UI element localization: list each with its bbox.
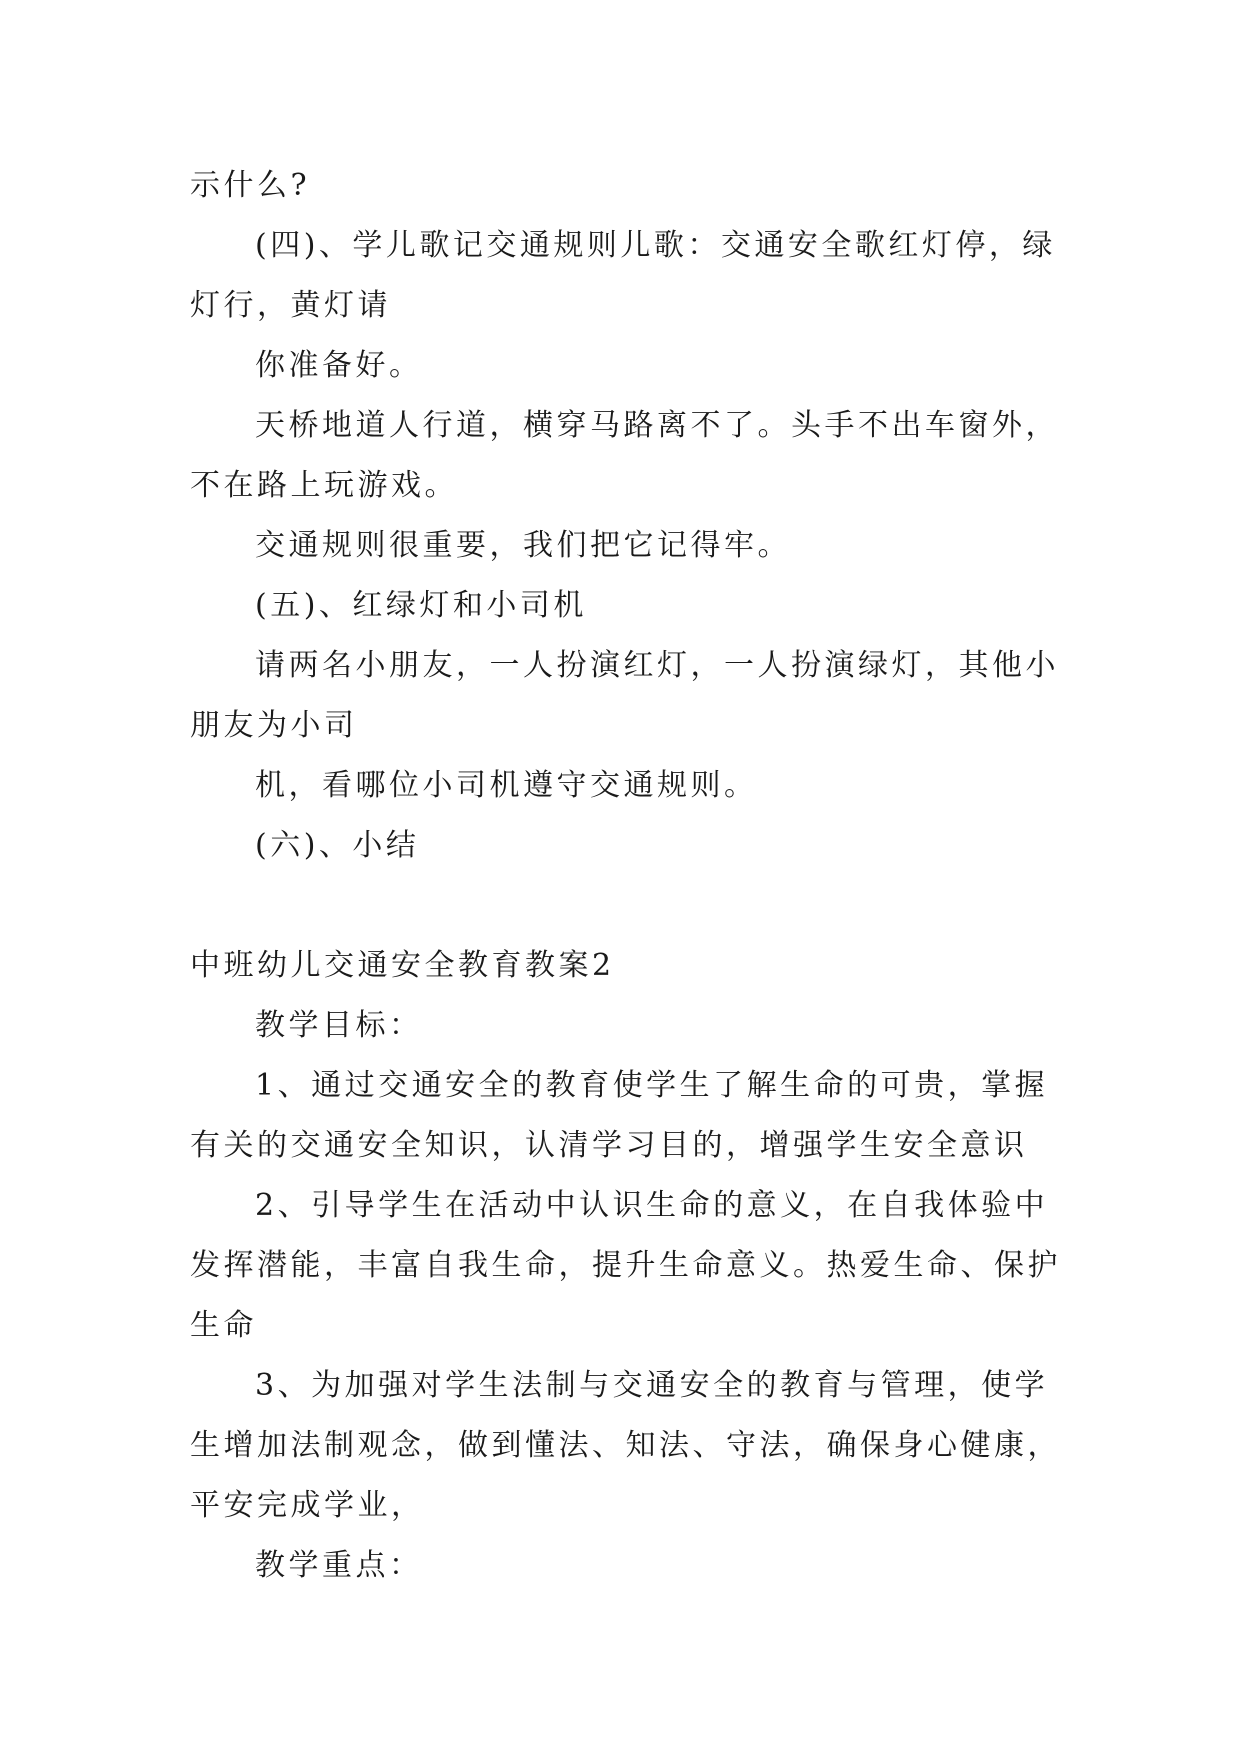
text-line: 生增加法制观念，做到懂法、知法、守法，确保身心健康， — [190, 1428, 1061, 1463]
text-line: 你准备好。 — [255, 348, 423, 383]
text-line: 3、为加强对学生法制与交通安全的教育与管理，使学 — [255, 1368, 1049, 1403]
text-line: 平安完成学业， — [190, 1488, 425, 1523]
section-heading: (四)、学儿歌记交通规则儿歌：交通安全歌红灯停，绿 — [255, 228, 1056, 263]
text-line: 不在路上玩游戏。 — [190, 468, 458, 503]
text-line: 1、通过交通安全的教育使学生了解生命的可贵，掌握 — [255, 1068, 1049, 1103]
text-line: 2、引导学生在活动中认识生命的意义，在自我体验中 — [255, 1188, 1049, 1223]
text-line: 有关的交通安全知识，认清学习目的，增强学生安全意识 — [190, 1128, 1028, 1163]
text-line: 机，看哪位小司机遵守交通规则。 — [255, 768, 758, 803]
text-line: 发挥潜能，丰富自我生命，提升生命意义。热爱生命、保护 — [190, 1248, 1061, 1283]
text-line: 交通规则很重要，我们把它记得牢。 — [255, 528, 791, 563]
section-heading: 教学目标： — [255, 1008, 423, 1043]
section-heading: (五)、红绿灯和小司机 — [255, 588, 587, 623]
text-line: 请两名小朋友，一人扮演红灯，一人扮演绿灯，其他小 — [255, 648, 1059, 683]
text-line: 示什么? — [190, 168, 311, 203]
section-heading: (六)、小结 — [255, 828, 420, 863]
text-line: 灯行，黄灯请 — [190, 288, 391, 323]
text-line: 天桥地道人行道，横穿马路离不了。头手不出车窗外， — [255, 408, 1059, 443]
text-line: 朋友为小司 — [190, 708, 358, 743]
text-line: 生命 — [190, 1308, 257, 1343]
section-heading: 教学重点： — [255, 1548, 423, 1583]
document-title: 中班幼儿交通安全教育教案2 — [190, 948, 615, 983]
